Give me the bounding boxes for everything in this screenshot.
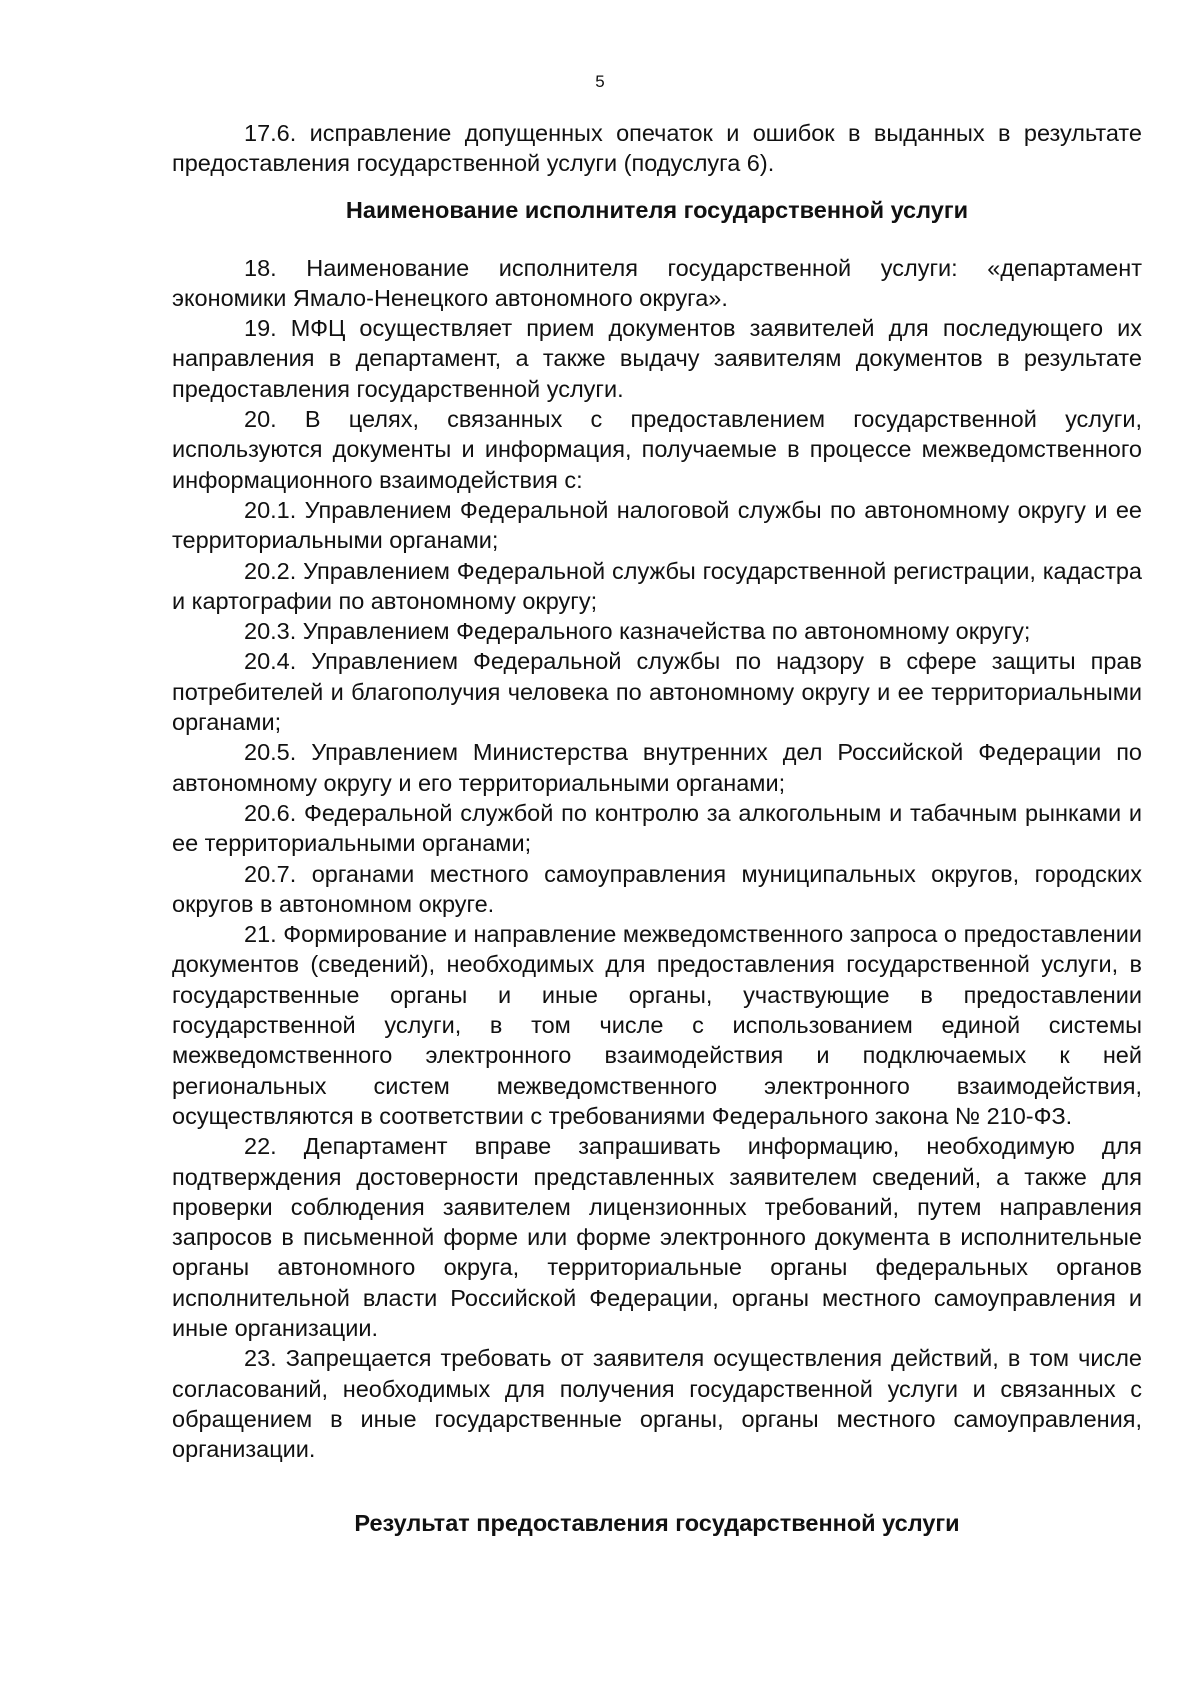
- paragraph-20-2: 20.2. Управлением Федеральной службы государственной регистрации, кадастра и картографии по автономному округу;: [172, 557, 1142, 614]
- paragraph-19: 19. МФЦ осуществляет прием документов заявителей для последующего их направления в департамент, а также выдачу заявителям документов в результате предоставления государственной услуги.: [172, 315, 1142, 402]
- section-heading-executor: Наименование исполнителя государственной услуги: [345, 196, 969, 223]
- paragraph-17-6: 17.6. исправление допущенных опечаток и ошибок в выданных в результате предоставления государственной услуги (подуслуга 6).: [172, 120, 1142, 177]
- paragraph-18: 18. Наименование исполнителя государственной услуги: «департамент экономики Ямало-Ненецкого автономного округа».: [172, 254, 1142, 311]
- paragraph-21: 21. Формирование и направление межведомственного запроса о предоставлении документов (сведений), необходимых для предоставления государственной услуги, в государственные органы и иные органы, участвующие в предоставлении государственной услуги, в том числе с использованием единой системы межведомственного электронного взаимодействия и подключаемых к ней региональных систем межведомственного электронного взаимодействия, осуществляются в соответствии с требованиями Федерального закона № 210-ФЗ.: [172, 921, 1142, 1129]
- paragraph-20-3: 20.3. Управлением Федерального казначейства по автономному округу;: [244, 618, 1031, 645]
- paragraph-20-5: 20.5. Управлением Министерства внутренних дел Российской Федерации по автономному округу и его территориальными органами;: [172, 739, 1142, 796]
- paragraph-20-7: 20.7. органами местного самоуправления муниципальных округов, городских округов в автономном округе.: [172, 860, 1142, 917]
- paragraph-23: 23. Запрещается требовать от заявителя осуществления действий, в том числе согласований, необходимых для получения государственной услуги и связанных с обращением в иные государственные органы, органы местного самоуправления, организации.: [172, 1345, 1142, 1463]
- section-heading-result: Результат предоставления государственной услуги: [354, 1510, 960, 1537]
- paragraph-20-6: 20.6. Федеральной службой по контролю за алкогольным и табачным рынками и ее территориальными органами;: [172, 799, 1142, 857]
- paragraph-20: 20. В целях, связанных с предоставлением государственной услуги, используются документы и информация, получаемые в процессе межведомственного информационного взаимодействия с:: [172, 406, 1142, 493]
- paragraph-20-4: 20.4. Управлением Федеральной службы по надзору в сфере защиты прав потребителей и благополучия человека по автономному округу и ее территориальными органами;: [172, 648, 1142, 736]
- paragraph-20-1: 20.1. Управлением Федеральной налоговой службы по автономному округу и ее территориальными органами;: [172, 496, 1142, 554]
- document-body: [172, 118, 1142, 1538]
- paragraph-22: 22. Департамент вправе запрашивать информацию, необходимую для подтверждения достоверности представленных заявителем сведений, а также для проверки соблюдения заявителем лицензионных требований, путем направления запросов в письменной форме или форме электронного документа в исполнительные органы автономного округа, территориальные органы федеральных органов исполнительной власти Российской Федерации, органы местного самоуправления и иные организации.: [172, 1133, 1142, 1341]
- page-number: 5: [595, 72, 605, 91]
